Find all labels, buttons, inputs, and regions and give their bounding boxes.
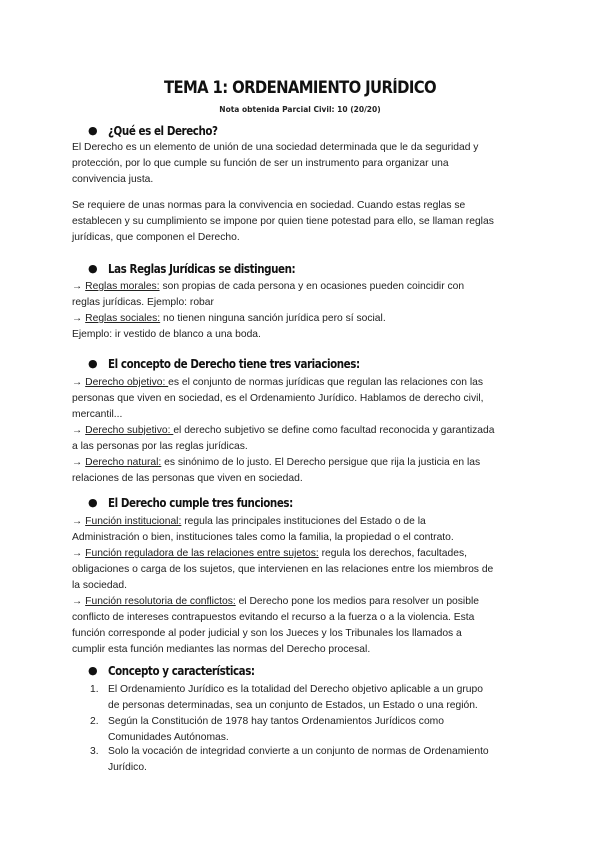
paragraph-definicion: El Derecho es un elemento de unión de una sociedad determinada que le da seguridad y protección, por lo que cumple su función de ser un instrumento para organizar una convivencia justa. xyxy=(72,142,479,185)
list-item: → Función institucional: regula las principales instituciones del Estado o de la xyxy=(72,516,426,527)
heading-que-es: ● ¿Qué es el Derecho? xyxy=(88,124,218,138)
bullet-icon: ● xyxy=(88,496,98,509)
grade-note: Nota obtenida Parcial Civil: 10 (20/20) xyxy=(219,105,381,114)
bullet-icon: ● xyxy=(88,357,98,370)
list-item: → Reglas morales: son propias de cada persona y en ocasiones pueden coincidir con xyxy=(72,281,465,292)
paragraph-normas: Se requiere de unas normas para la convivencia en sociedad. Cuando estas reglas se establecen y su cumplimiento se impone por quien tiene potestad para ello, se llaman reglas jurídicas, que componen el Derecho. xyxy=(72,200,494,243)
list-item: 2. Según la Constitución de 1978 hay tantos Ordenamientos Jurídicos como Comunidades Autónomas. xyxy=(90,716,444,743)
list-item: → Derecho subjetivo: el derecho subjetivo se define como facultad reconocida y garantizada xyxy=(72,425,495,436)
arrow-icon: → xyxy=(72,516,83,527)
heading-funciones: ● El Derecho cumple tres funciones: xyxy=(88,496,293,510)
list-reglas: → Reglas morales: son propias de cada persona y en ocasiones pueden coincidir con reglas jurídicas. Ejemplo: robar → Reglas sociales: no tienen ninguna sanción jurídica pero sí social. Ejemplo: ir vestido de blanco a una boda. xyxy=(72,279,532,343)
arrow-icon: → xyxy=(72,457,83,468)
arrow-icon: → xyxy=(72,377,83,388)
heading-concepto: ● El concepto de Derecho tiene tres variaciones: xyxy=(88,357,360,371)
list-concepto: → Derecho objetivo: es el conjunto de normas jurídicas que regulan las relaciones con las personas que viven en sociedad, es el Ordenamiento Jurídico. Hablamos de derecho civil, mercantil... → Derecho subjetivo: el derecho subjetivo se define como facultad reconocida y garantizada a las personas por las reglas jurídicas. → Derecho natural: es sinónimo de lo justo. El Derecho persigue que rija la justicia en las relaciones de las personas que viven en sociedad. xyxy=(72,375,532,487)
list-item: 1. El Ordenamiento Jurídico es la totalidad del Derecho objetivo aplicable a un grupo de personas determinadas, sea un conjunto de Estados, un Estado o una región. xyxy=(90,684,483,711)
arrow-icon: → xyxy=(72,281,83,292)
page-title: TEMA 1: ORDENAMIENTO JURÍDICO xyxy=(163,78,437,97)
heading-reglas: ● Las Reglas Jurídicas se distinguen: xyxy=(88,262,296,276)
bullet-icon: ● xyxy=(88,124,98,137)
list-item: → Derecho natural: es sinónimo de lo justo. El Derecho persigue que rija la justicia en las xyxy=(72,457,481,468)
list-item: → Función resolutoria de conflictos: el Derecho pone los medios para resolver un posible xyxy=(72,596,479,607)
arrow-icon: → xyxy=(72,548,83,559)
list-item: → Reglas sociales: no tienen ninguna sanción jurídica pero sí social. xyxy=(72,313,386,324)
list-item: → Función reguladora de las relaciones entre sujetos: regula los derechos, facultades, xyxy=(72,548,467,559)
list-item: → Derecho objetivo: es el conjunto de normas jurídicas que regulan las relaciones con las xyxy=(72,377,483,388)
arrow-icon: → xyxy=(72,425,83,436)
list-funciones: → Función institucional: regula las principales instituciones del Estado o de la Administración o bien, instituciones tales como la familia, la propiedad o el contrato. → Función reguladora de las relaciones entre sujetos: regula los derechos, facultades, obligaciones o carga de los sujetos, que intervienen en las relaciones entre los miembros de la sociedad. → Función resolutoria de conflictos: el Derecho pone los medios para resolver un posible conflicto de intereses contrapuestos evitando el recurso a la fuerza o a la violencia. Esta función corresponde al poder judicial y son los Jueces y los Tribunales los llamados a cumplir esta función mediantes las normas del Derecho procesal. xyxy=(72,514,532,658)
bullet-icon: ● xyxy=(88,664,98,677)
list-item: 3. Solo la vocación de integridad convierte a un conjunto de normas de Ordenamiento Jurídico. xyxy=(90,746,489,773)
bullet-icon: ● xyxy=(88,262,98,275)
arrow-icon: → xyxy=(72,313,83,324)
arrow-icon: → xyxy=(72,596,83,607)
heading-caracteristicas: ● Concepto y características: xyxy=(88,664,255,678)
